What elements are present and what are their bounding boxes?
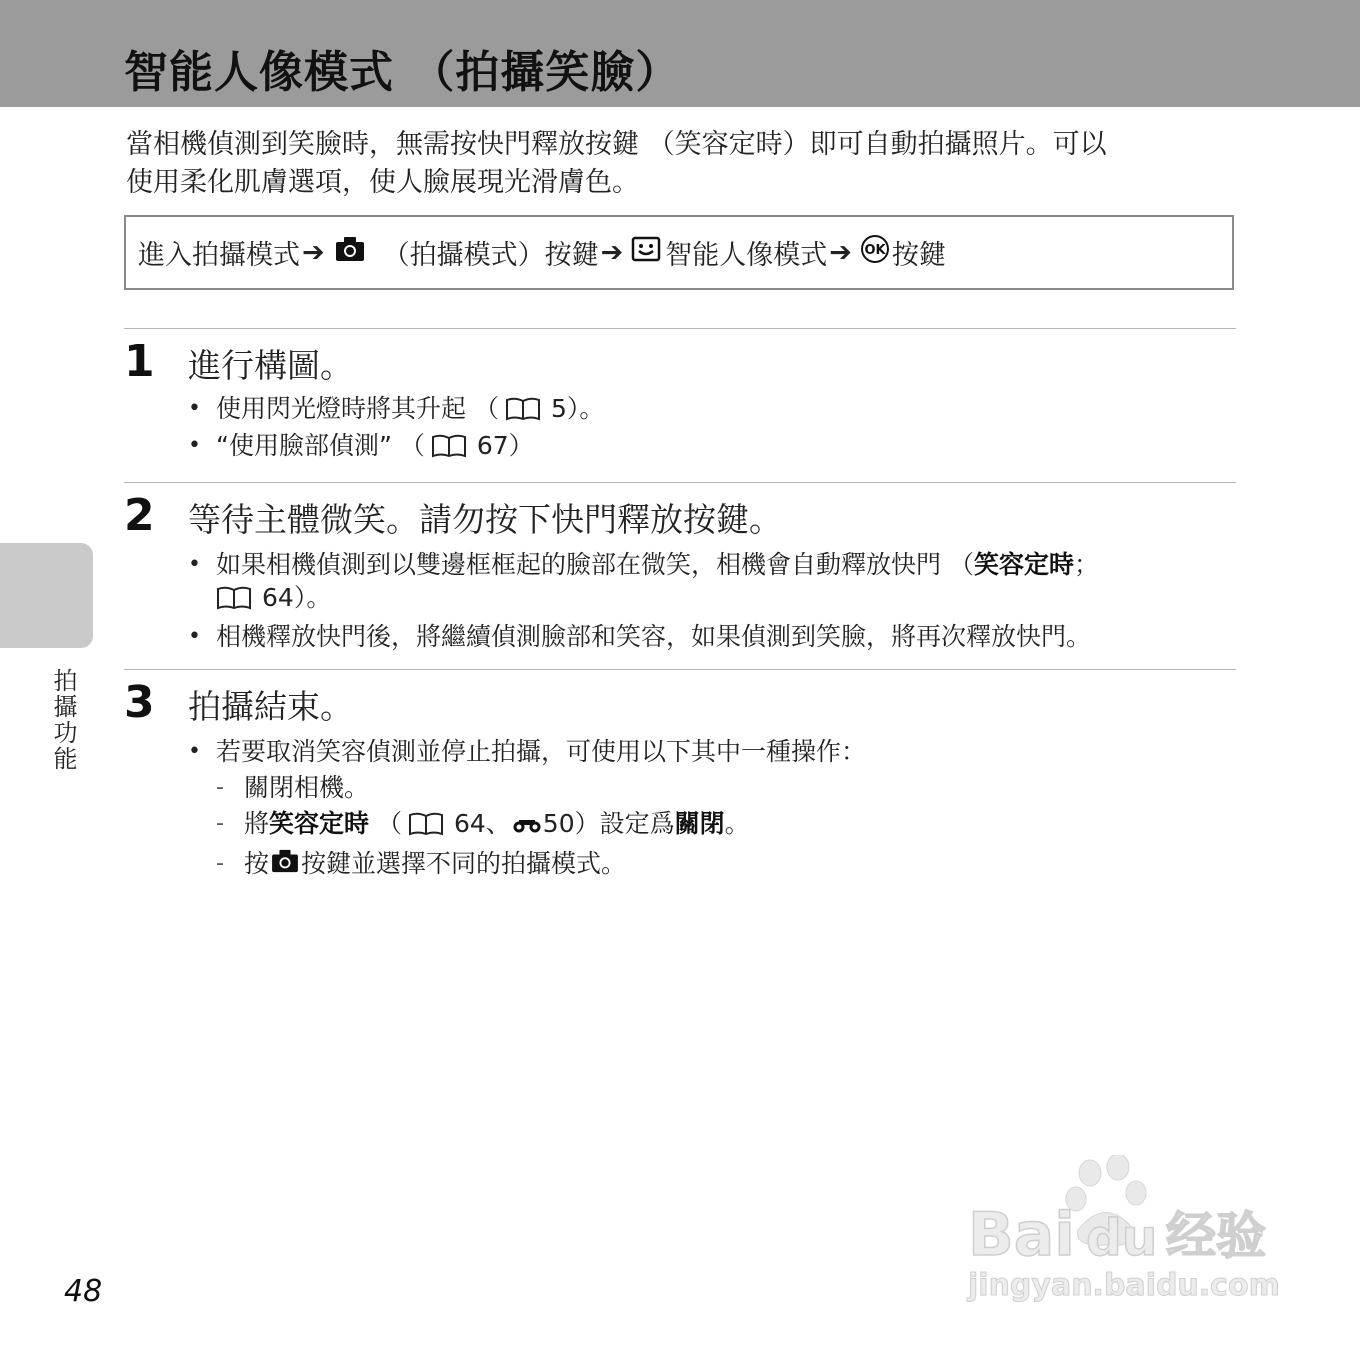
side-tab: [0, 543, 93, 648]
nav-part-1: 進入拍攝模式: [138, 240, 300, 271]
list-item: • 如果相機偵測到以雙邊框框起的臉部在微笑，相機會自動釋放快門 （笑容定時； 64）。: [188, 548, 1099, 618]
divider: [124, 669, 1236, 670]
ok-button-icon: [860, 234, 890, 271]
sub-list: [216, 770, 866, 883]
step-title: 進行構圖。: [188, 346, 353, 385]
binoculars-reference-icon: [513, 808, 541, 844]
book-reference-icon: [505, 396, 541, 429]
section-side-label: 拍攝功能: [49, 668, 77, 772]
step-number: 1: [124, 336, 155, 387]
nav-part-4: 按鍵: [891, 240, 946, 271]
paw-logo-icon: [958, 1155, 1288, 1305]
list-item: • 若要取消笑容偵測並停止拍攝，可使用以下其中一種操作： - 關閉相機。 - 將笑容定時 （ 64、 50）設定爲關閉。 - 按 按鍵並選擇不同的拍攝模式。: [188, 735, 866, 883]
intro-line-2: 使用柔化肌膚選項，使人臉展現光滑膚色。: [126, 167, 639, 198]
divider: [124, 328, 1236, 329]
sub-list-item: - 按 按鍵並選擇不同的拍攝模式。: [216, 846, 866, 883]
page-title: 智能人像模式 （拍攝笑臉）: [124, 47, 681, 98]
step-number: 3: [124, 677, 155, 728]
svg-text:OK: OK: [864, 243, 886, 258]
arrow-icon: ➔: [829, 237, 852, 268]
nav-part-2: （拍攝模式）按鍵: [382, 240, 599, 271]
book-reference-icon: [408, 810, 444, 846]
list-item: • “使用臉部偵測” （ 67）: [188, 429, 604, 466]
svg-text:du: du: [1086, 1209, 1158, 1267]
step-title: 等待主體微笑。請勿按下快門釋放按鍵。: [188, 500, 782, 539]
divider: [124, 482, 1236, 483]
book-reference-icon: [431, 433, 467, 466]
menu-path-box: [124, 215, 1234, 290]
camera-icon: [335, 236, 365, 269]
intro-paragraph: [126, 126, 1236, 202]
step-3-bullets: [188, 735, 866, 883]
smile-portrait-icon: [631, 236, 661, 269]
step-2-bullets: [188, 548, 1099, 653]
list-item: • 相機釋放快門後，將繼續偵測臉部和笑容，如果偵測到笑臉，將再次釋放快門。: [188, 620, 1099, 653]
arrow-icon: ➔: [302, 237, 325, 268]
page-number: 48: [64, 1274, 103, 1309]
arrow-icon: ➔: [600, 237, 624, 268]
list-item: • 使用閃光燈時將其升起 （ 5）。: [188, 392, 604, 429]
sub-list-item: - 將笑容定時 （ 64、 50）設定爲關閉。: [216, 806, 866, 846]
step-1-bullets: [188, 392, 604, 466]
book-reference-icon: [216, 585, 252, 618]
step-title: 拍攝結束。: [188, 687, 353, 726]
intro-line-1: 當相機偵測到笑臉時，無需按快門釋放按鍵 （笑容定時）即可自動拍攝照片。可以: [126, 129, 1107, 160]
svg-text:Bai: Bai: [968, 1200, 1075, 1270]
step-number: 2: [124, 490, 155, 541]
sub-list-item: - 關閉相機。: [216, 770, 866, 806]
svg-text:经验: 经验: [1166, 1207, 1266, 1265]
nav-part-3: 智能人像模式: [665, 240, 828, 271]
watermark: [958, 1155, 1288, 1309]
svg-text:jingyan.baidu.com: jingyan.baidu.com: [968, 1268, 1280, 1303]
camera-icon: [271, 847, 299, 883]
